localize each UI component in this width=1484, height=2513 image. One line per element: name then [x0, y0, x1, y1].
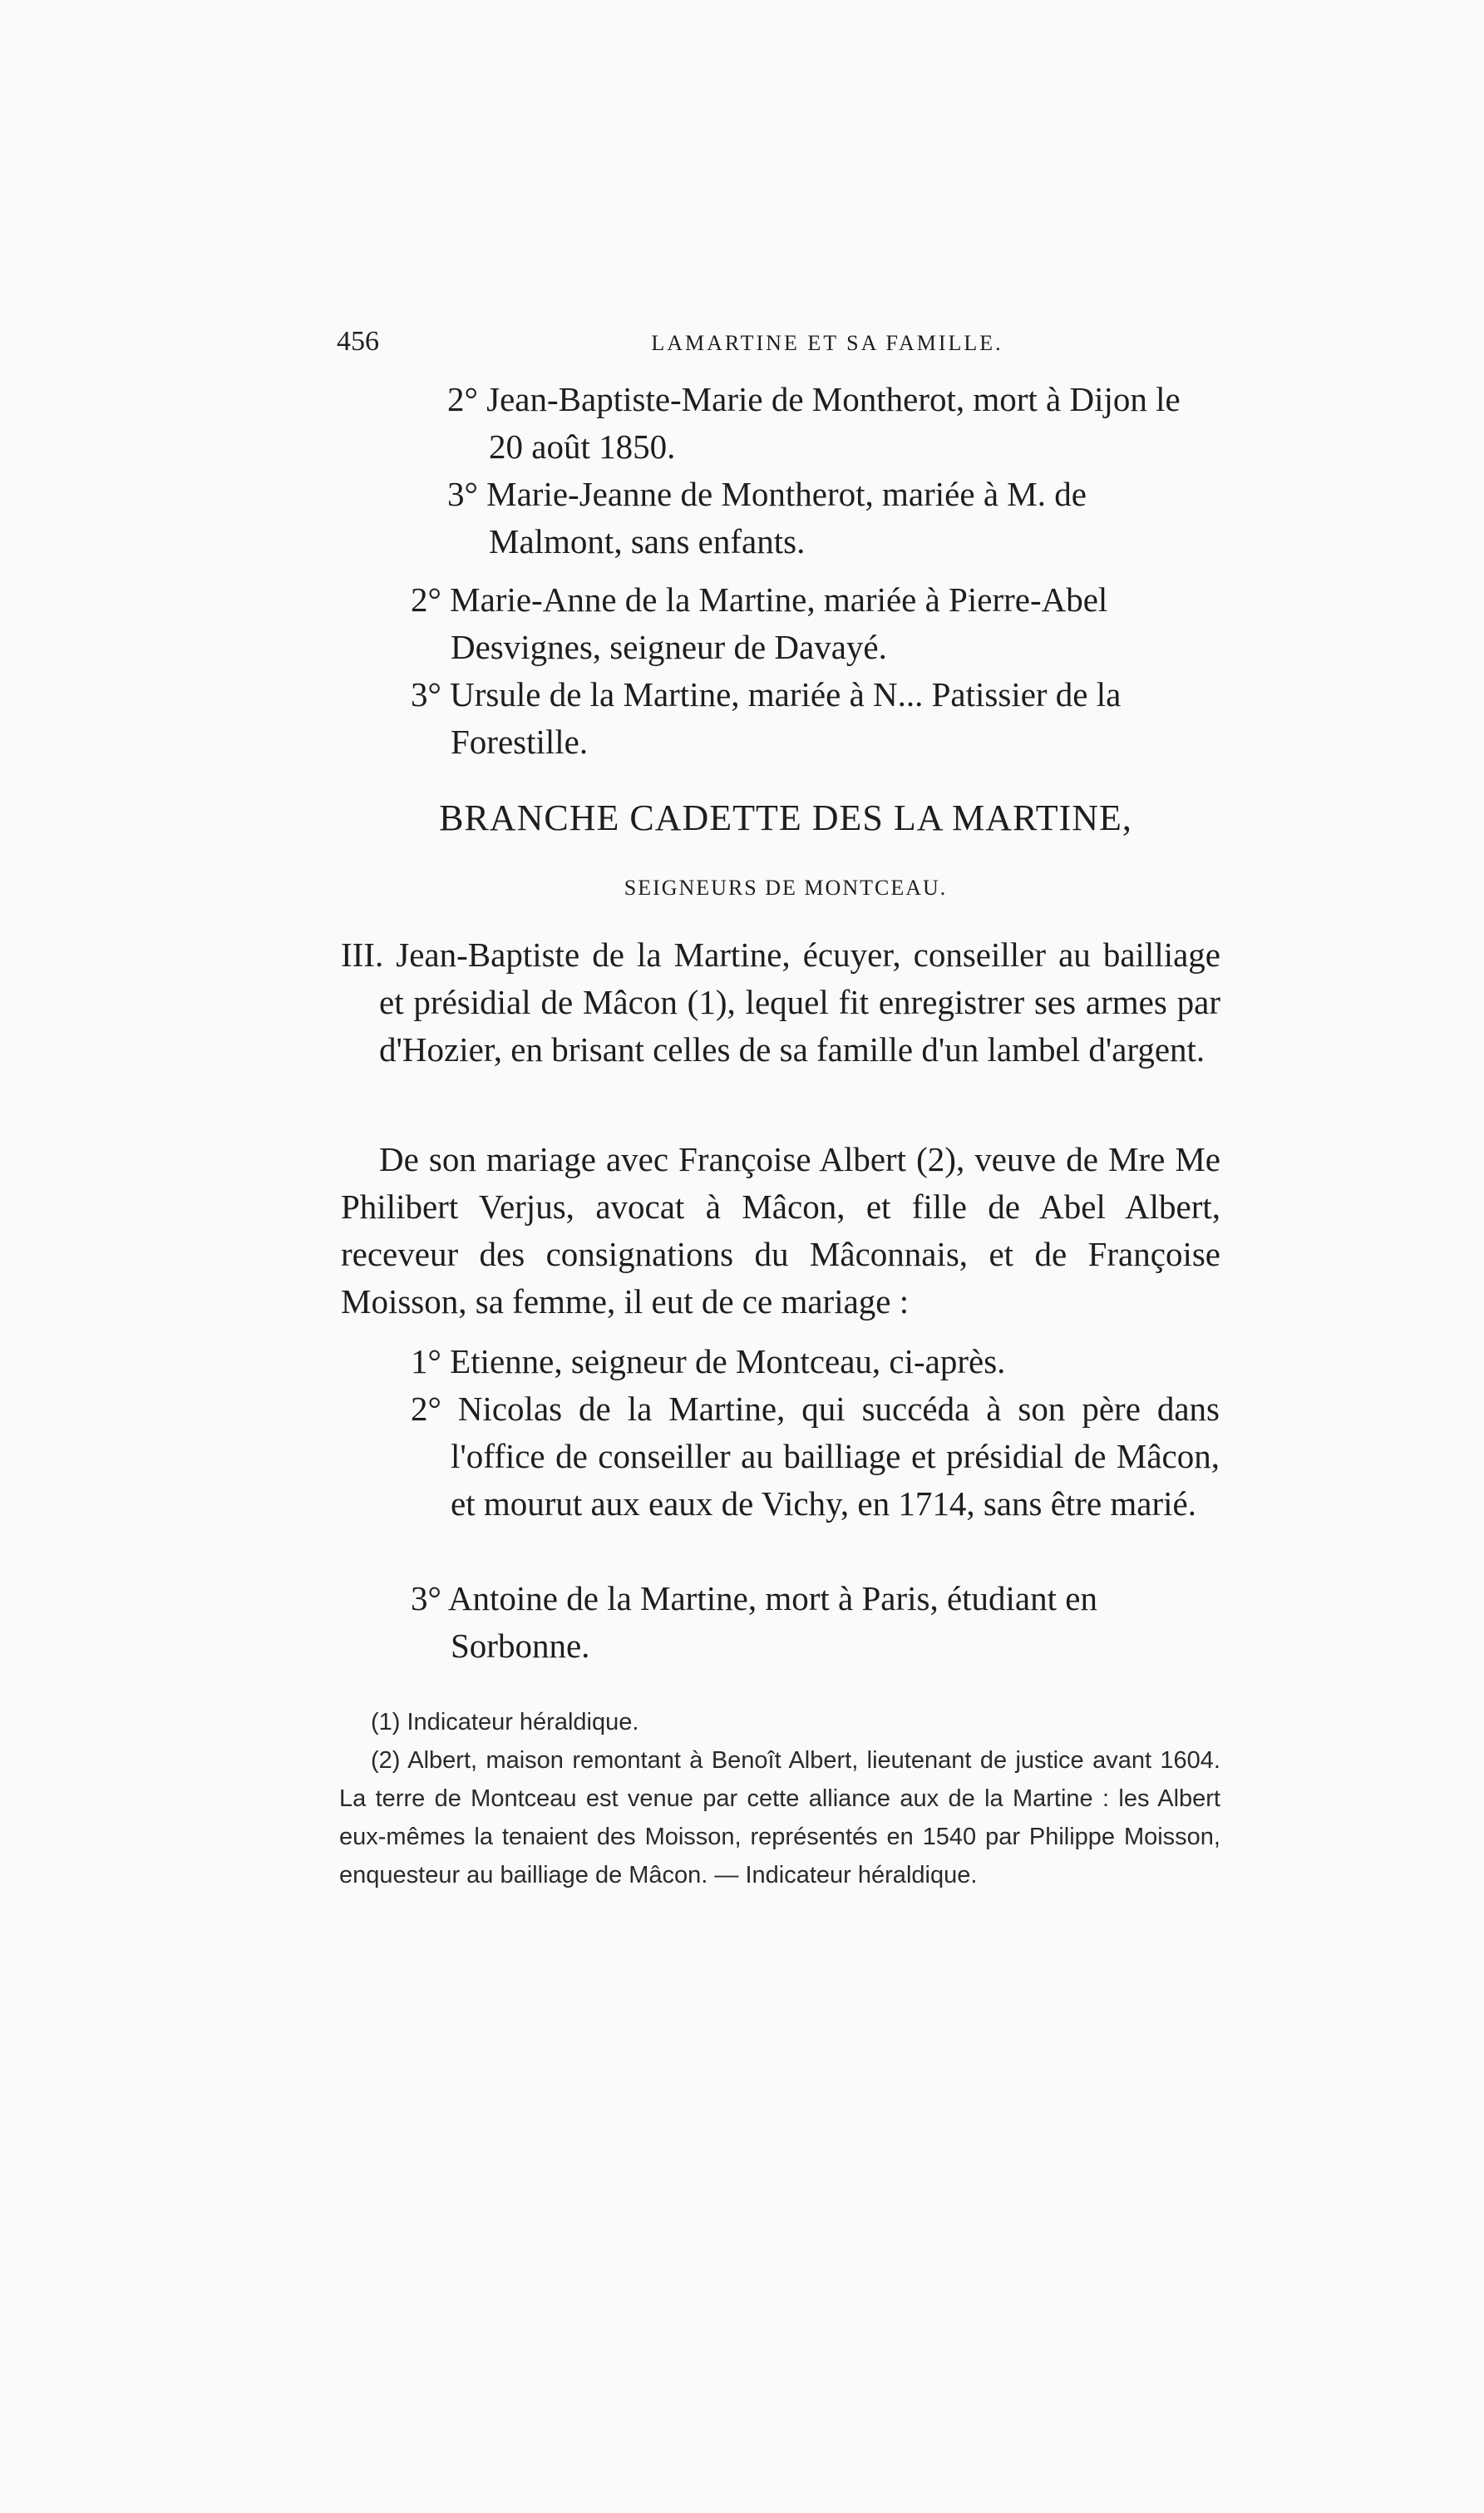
- running-head: LAMARTINE ET SA FAMILLE.: [651, 331, 1003, 355]
- list-marker: 2°: [447, 380, 478, 418]
- list-marker: 3°: [447, 475, 478, 513]
- list-text: Nicolas de la Martine, qui succéda à son père dans l'office de conseiller au bailliage et présidial de Mâcon, et mourut aux eaux de Vichy, en 1714, sans être marié.: [451, 1390, 1220, 1523]
- footnote-1: (1) Indicateur héraldique.: [371, 1709, 639, 1735]
- list-item: [411, 1338, 1220, 1385]
- paragraph-marriage: De son mariage avec Françoise Albert (2), veuve de Mre Me Philibert Verjus, avocat à Mâcon, et fille de Abel Albert, receveur des consignations du Mâconnais, et de Françoise Moisson, sa femme, il eut de ce mariage :: [341, 1140, 1220, 1321]
- section-title: BRANCHE CADETTE DES LA MARTINE,: [439, 797, 1132, 838]
- list-text: Ursule de la Martine, mariée à N... Patissier de la Forestille.: [450, 675, 1122, 761]
- page-number: 456: [337, 326, 379, 357]
- list-marker: 3°: [411, 675, 441, 713]
- page-header: [337, 326, 1243, 359]
- list-item: [411, 1575, 1220, 1670]
- footnotes: [339, 1703, 1220, 1894]
- list-item: [411, 1385, 1220, 1528]
- list-item: [411, 576, 1215, 671]
- footnote-2: (2) Albert, maison remontant à Benoît Albert, lieutenant de justice avant 1604. La terre de Montceau est venue par cette alliance aux de la Martine : les Albert eux-mêmes la tenaient des Moisson, représentés en 1540 par Philippe Moisson, enquesteur au bailliage de Mâcon. — Indicateur héraldique.: [339, 1747, 1220, 1888]
- list-text: Marie-Jeanne de Montherot, mariée à M. de Malmont, sans enfants.: [486, 475, 1087, 560]
- list-marker: 2°: [411, 1390, 441, 1428]
- section-subtitle: SEIGNEURS DE MONTCEAU.: [624, 876, 948, 900]
- list-item: [411, 671, 1215, 766]
- list-text: Marie-Anne de la Martine, mariée à Pierre-Abel Desvignes, seigneur de Davayé.: [450, 580, 1108, 666]
- list-item: [447, 471, 1220, 565]
- list-text: Etienne, seigneur de Montceau, ci-après.: [450, 1342, 1006, 1380]
- list-text: Jean-Baptiste-Marie de Montherot, mort à Dijon le 20 août 1850.: [486, 380, 1181, 466]
- list-marker: 2°: [411, 580, 441, 619]
- paragraph-generation-iii: III. Jean-Baptiste de la Martine, écuyer, conseiller au bailliage et présidial de Mâcon (1), lequel fit enregistrer ses armes par d'Hozier, en brisant celles de sa famille d'un lambel d'argent.: [341, 936, 1220, 1069]
- list-marker: 1°: [411, 1342, 441, 1380]
- list-item: [447, 376, 1220, 471]
- list-text: Antoine de la Martine, mort à Paris, étudiant en Sorbonne.: [447, 1579, 1097, 1665]
- list-marker: 3°: [411, 1579, 441, 1617]
